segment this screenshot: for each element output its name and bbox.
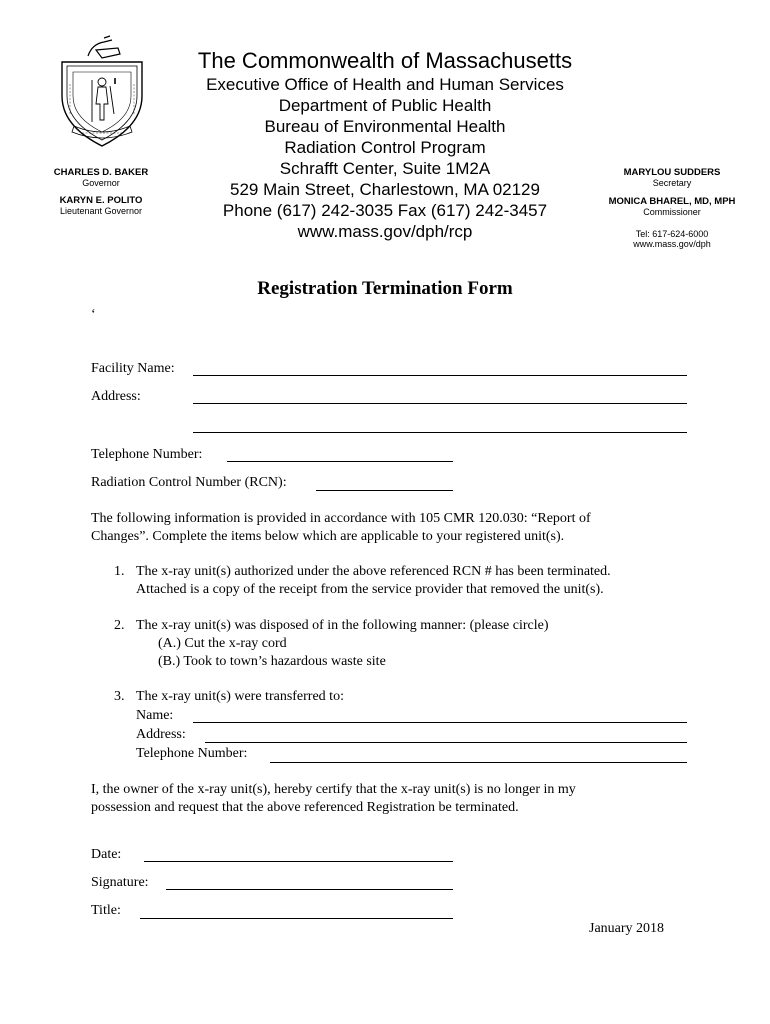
certification-line-1: I, the owner of the x-ray unit(s), hereby certify that the x-ray unit(s) is no longer in my [91, 782, 576, 797]
header-suite: Schrafft Center, Suite 1M2A [279, 159, 491, 178]
disposal-option-b[interactable]: (B.) Took to town’s hazardous waste site [158, 654, 386, 669]
page-title: The Commonwealth of Massachusetts [197, 48, 573, 73]
item-1-line-2: Attached is a copy of the receipt from the service provider that removed the unit(s). [136, 582, 604, 597]
address-field-line-2[interactable] [193, 432, 687, 433]
item-3-number: 3. [114, 689, 125, 704]
item-2-text: The x-ray unit(s) was disposed of in the following manner: (please circle) [136, 618, 549, 633]
secretary-title: Secretary [652, 178, 692, 188]
header-phone-fax: Phone (617) 242-3035 Fax (617) 242-3457 [222, 201, 548, 220]
address-field-line-1[interactable] [193, 403, 687, 404]
governor-title: Governor [82, 178, 120, 188]
header-bureau: Bureau of Environmental Health [264, 117, 506, 136]
date-label: Date: [91, 847, 122, 862]
stray-mark: ‘ [91, 307, 96, 322]
transfer-telephone-label: Telephone Number: [136, 746, 248, 761]
telephone-field[interactable] [227, 461, 453, 462]
header-website: www.mass.gov/dph/rcp [297, 222, 473, 241]
title-label: Title: [91, 903, 121, 918]
transfer-name-field[interactable] [193, 722, 687, 723]
item-1-text [136, 563, 611, 599]
secretary-block [600, 167, 744, 249]
lt-governor-title: Lieutenant Governor [59, 206, 143, 216]
commissioner-name: MONICA BHAREL, MD, MPH [608, 196, 736, 207]
address-label: Address: [91, 389, 141, 404]
transfer-name-label: Name: [136, 708, 174, 723]
secretary-name: MARYLOU SUDDERS [623, 167, 721, 178]
item-2-number: 2. [114, 618, 125, 633]
intro-line-2: Changes”. Complete the items below which are applicable to your registered unit(s). [91, 529, 565, 544]
header-department: Department of Public Health [278, 96, 492, 115]
rcn-field[interactable] [316, 490, 453, 491]
governor-block [38, 167, 164, 216]
form-title: Registration Termination Form [257, 278, 513, 299]
lt-governor-name: KARYN E. POLITO [59, 195, 143, 206]
transfer-address-label: Address: [136, 727, 186, 742]
header-program: Radiation Control Program [284, 138, 486, 157]
dph-telephone: Tel: 617-624-6000 [635, 229, 709, 239]
signature-field[interactable] [166, 889, 453, 890]
title-field[interactable] [140, 918, 453, 919]
header-street-address: 529 Main Street, Charlestown, MA 02129 [230, 180, 540, 199]
governor-name: CHARLES D. BAKER [53, 167, 149, 178]
intro-line-1: The following information is provided in accordance with 105 CMR 120.030: “Report of [91, 511, 591, 526]
massachusetts-seal-icon [52, 34, 152, 154]
transfer-telephone-field[interactable] [270, 762, 687, 763]
item-1-line-1: The x-ray unit(s) authorized under the above referenced RCN # has been terminated. [136, 564, 611, 579]
commissioner-title: Commissioner [643, 207, 701, 217]
rcn-label: Radiation Control Number (RCN): [91, 475, 287, 490]
transfer-address-field[interactable] [205, 742, 687, 743]
certification-line-2: possession and request that the above referenced Registration be terminated. [91, 800, 519, 815]
header-agency: Executive Office of Health and Human Services [206, 75, 564, 94]
dph-website: www.mass.gov/dph [633, 239, 711, 249]
facility-name-field[interactable] [193, 375, 687, 376]
signature-label: Signature: [91, 875, 149, 890]
disposal-option-a[interactable]: (A.) Cut the x-ray cord [158, 636, 287, 651]
facility-name-label: Facility Name: [91, 361, 175, 376]
intro-paragraph [91, 510, 591, 546]
revision-date: January 2018 [589, 921, 665, 936]
item-1-number: 1. [114, 564, 125, 579]
date-field[interactable] [144, 861, 453, 862]
certification-statement [91, 781, 576, 817]
item-3-text: The x-ray unit(s) were transferred to: [136, 689, 344, 704]
telephone-label: Telephone Number: [91, 447, 203, 462]
